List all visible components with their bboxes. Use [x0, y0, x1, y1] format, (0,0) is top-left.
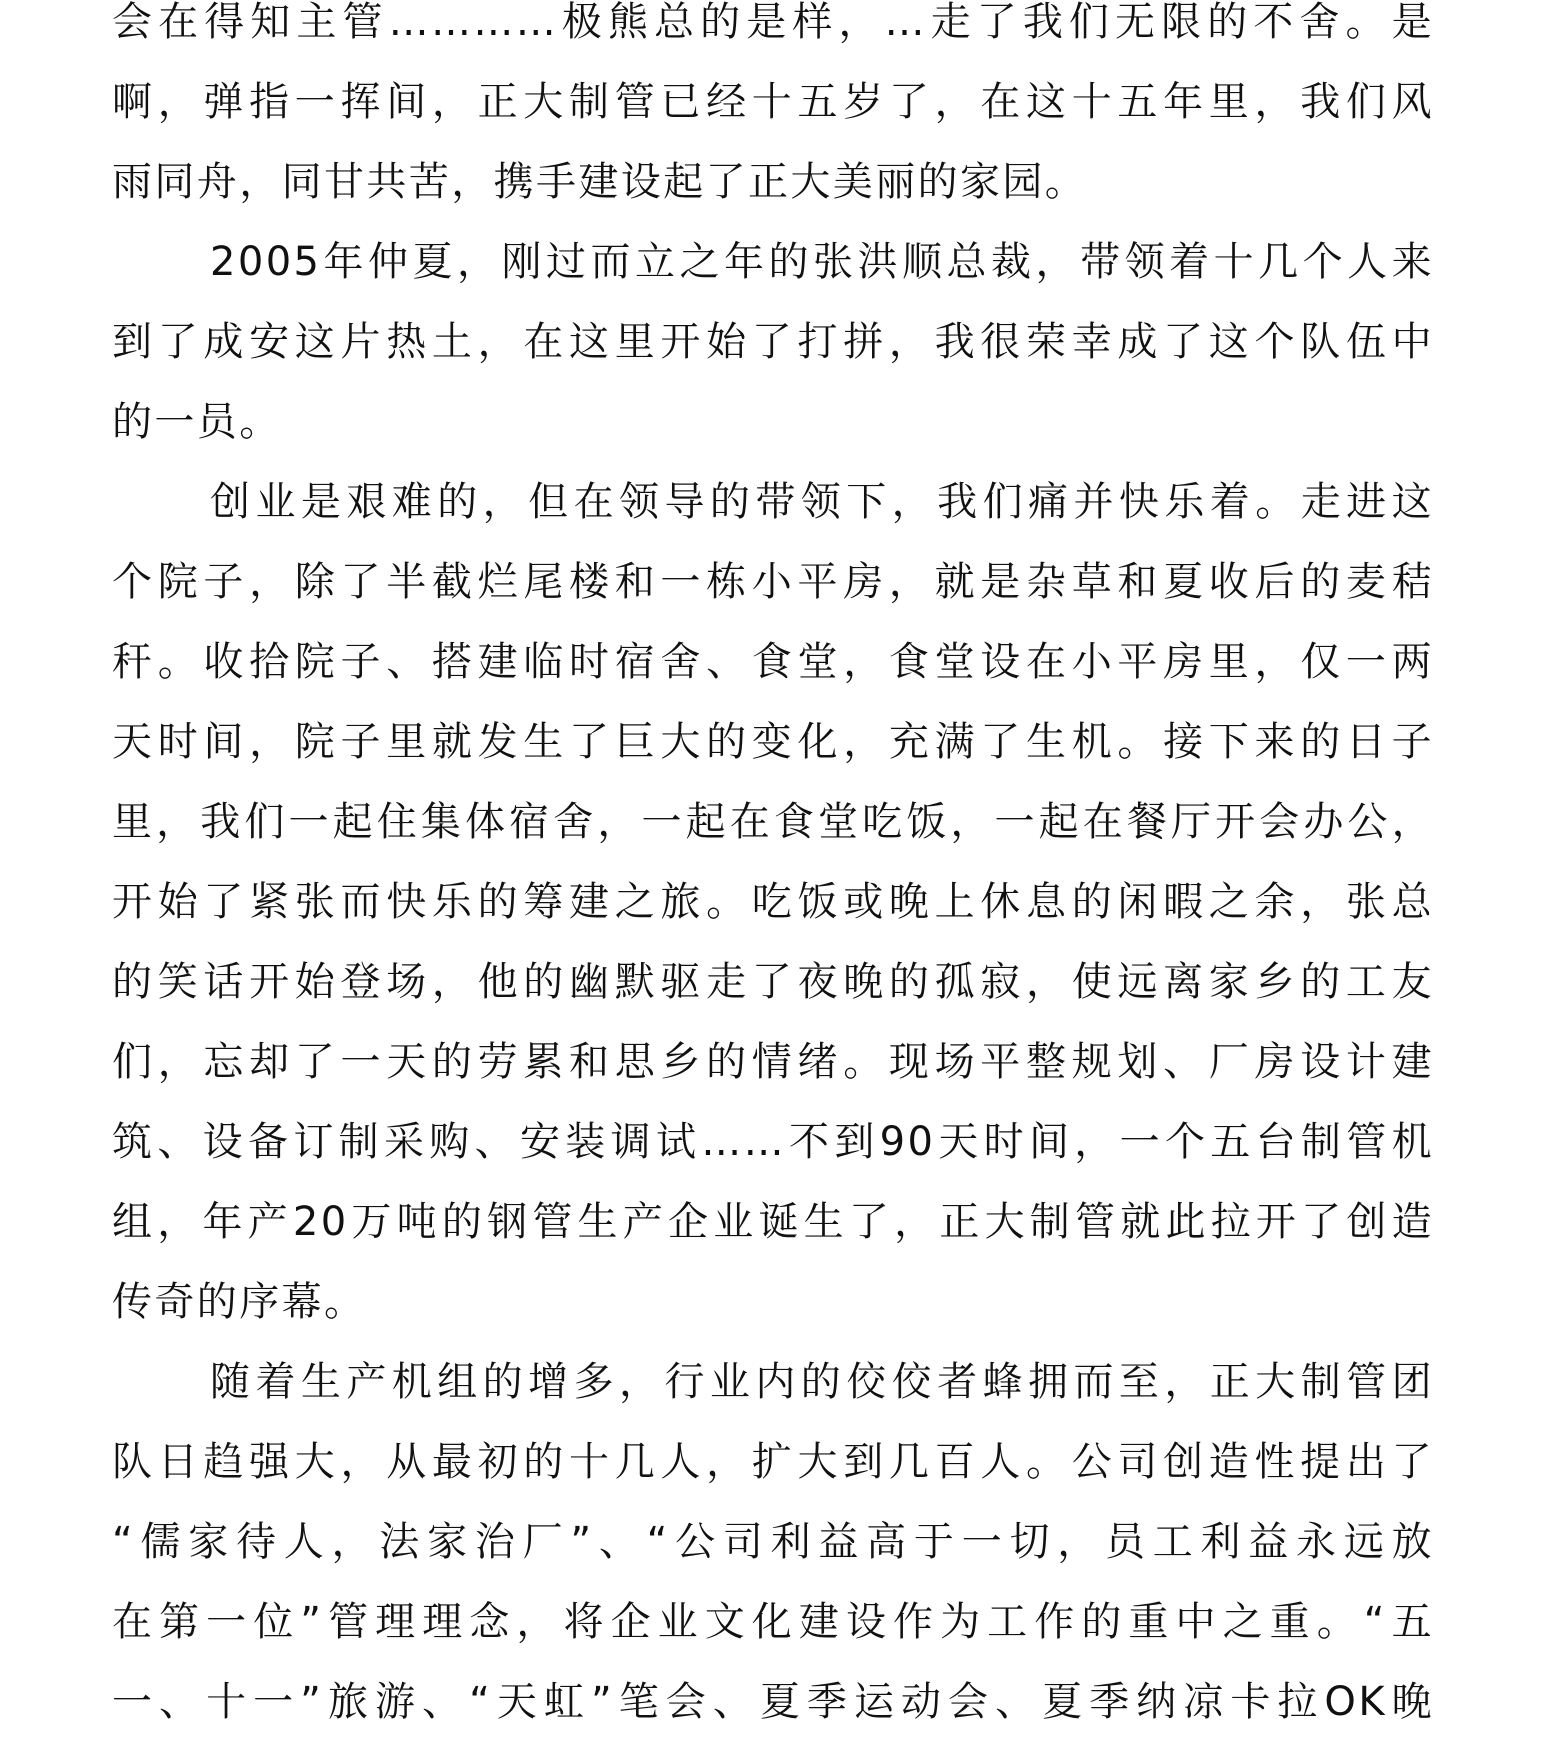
text-line: 传奇的序幕。 [112, 1279, 367, 1325]
text-line: 开始了紧张而快乐的筹建之旅。吃饭或晚上休息的闲暇之余，张总 [112, 879, 1434, 925]
text-line: 个院子，除了半截烂尾楼和一栋小平房，就是杂草和夏收后的麦秸 [112, 559, 1434, 605]
text-line: 在第一位”管理理念，将企业文化建设作为工作的重中之重。“五 [112, 1599, 1434, 1645]
text-line: 到了成安这片热土，在这里开始了打拼，我很荣幸成了这个队伍中 [112, 319, 1434, 365]
text-line: 筑、设备订制采购、安装调试……不到90天时间，一个五台制管机 [112, 1119, 1434, 1165]
text-line: 里，我们一起住集体宿舍，一起在食堂吃饭，一起在餐厅开会办公， [112, 799, 1434, 845]
text-line: 雨同舟，同甘共苦，携手建设起了正大美丽的家园。 [112, 159, 1088, 205]
text-line: 组，年产20万吨的钢管生产企业诞生了，正大制管就此拉开了创造 [112, 1199, 1434, 1245]
text-line: 创业是艰难的，但在领导的带领下，我们痛并快乐着。走进这 [210, 479, 1434, 525]
text-line: 的笑话开始登场，他的幽默驱走了夜晚的孤寂，使远离家乡的工友 [112, 959, 1434, 1005]
text-line: 会在得知主管…………极熊总的是样，…走了我们无限的不舍。是 [112, 0, 1434, 45]
text-line: “儒家待人，法家治厂”、“公司利益高于一切，员工利益永远放 [112, 1519, 1434, 1565]
text-line: 天时间，院子里就发生了巨大的变化，充满了生机。接下来的日子 [112, 719, 1434, 765]
text-line: 队日趋强大，从最初的十几人，扩大到几百人。公司创造性提出了 [112, 1439, 1434, 1485]
text-line: 一、十一”旅游、“天虹”笔会、夏季运动会、夏季纳凉卡拉OK晚 [112, 1679, 1434, 1725]
article-body [112, 0, 1434, 1742]
text-line: 的一员。 [112, 399, 282, 445]
text-line: 们，忘却了一天的劳累和思乡的情绪。现场平整规划、厂房设计建 [112, 1039, 1434, 1085]
text-line: 2005年仲夏，刚过而立之年的张洪顺总裁，带领着十几个人来 [210, 239, 1434, 285]
text-line: 秆。收拾院子、搭建临时宿舍、食堂，食堂设在小平房里，仅一两 [112, 639, 1434, 685]
text-line: 啊，弹指一挥间，正大制管已经十五岁了，在这十五年里，我们风 [112, 79, 1434, 125]
text-line: 随着生产机组的增多，行业内的佼佼者蜂拥而至，正大制管团 [210, 1359, 1434, 1405]
